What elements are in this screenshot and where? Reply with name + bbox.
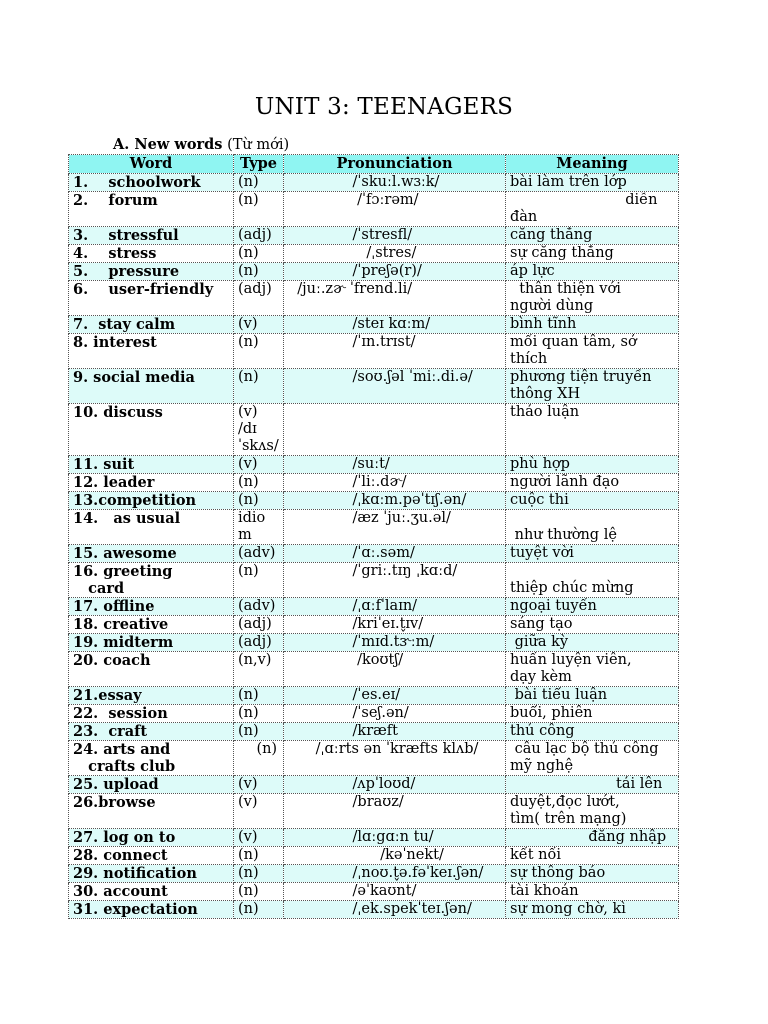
meaning-cell: duyệt,đọc lướt, tìm( trên mạng) xyxy=(506,794,679,829)
word-cell: 13.competition xyxy=(69,492,234,510)
meaning-cell: kết nối xyxy=(506,847,679,865)
word-cell: 16. greeting card xyxy=(69,563,234,598)
type-cell: (n) xyxy=(234,901,284,919)
word-cell: 21.essay xyxy=(69,687,234,705)
word-cell: 18. creative xyxy=(69,616,234,634)
table-row xyxy=(69,456,679,474)
meaning-cell: đăng nhập xyxy=(506,829,679,847)
word-cell: 7. stay calm xyxy=(69,316,234,334)
type-cell: (adj) xyxy=(234,634,284,652)
word-cell: 29. notification xyxy=(69,865,234,883)
table-row xyxy=(69,705,679,723)
meaning-cell: thảo luận xyxy=(506,404,679,456)
pronunciation-cell: /ˈgriː.tɪŋ ˌkɑːd/ xyxy=(284,563,506,598)
word-cell: 17. offline xyxy=(69,598,234,616)
table-row xyxy=(69,174,679,192)
type-cell: (adj) xyxy=(234,227,284,245)
pronunciation-cell: /koʊtʃ/ xyxy=(284,652,506,687)
pronunciation-cell: /ˈes.eɪ/ xyxy=(284,687,506,705)
pronunciation-cell: /kriˈeɪ.t̬ɪv/ xyxy=(284,616,506,634)
vocabulary-table xyxy=(68,154,679,919)
pronunciation-cell xyxy=(284,404,506,456)
meaning-cell: tuyệt vời xyxy=(506,545,679,563)
type-cell: (v) xyxy=(234,794,284,829)
meaning-cell: ngoại tuyến xyxy=(506,598,679,616)
table-row xyxy=(69,776,679,794)
table-row xyxy=(69,847,679,865)
word-cell: 4. stress xyxy=(69,245,234,263)
pronunciation-cell: /ˈseʃ.ən/ xyxy=(284,705,506,723)
pronunciation-cell: /ʌpˈloʊd/ xyxy=(284,776,506,794)
table-row xyxy=(69,634,679,652)
meaning-cell: sự thông báo xyxy=(506,865,679,883)
pronunciation-cell: /ˈɑː.səm/ xyxy=(284,545,506,563)
pronunciation-cell: /ˈskuːl.wɜːk/ xyxy=(284,174,506,192)
type-cell: (n) xyxy=(234,192,284,227)
header-word: Word xyxy=(69,155,234,174)
meaning-cell: huấn luyện viên, dạy kèm xyxy=(506,652,679,687)
type-cell: (adv) xyxy=(234,545,284,563)
table-row xyxy=(69,652,679,687)
pronunciation-cell: /ˈfɔːrəm/ xyxy=(284,192,506,227)
meaning-cell: người lãnh đạo xyxy=(506,474,679,492)
table-row xyxy=(69,563,679,598)
pronunciation-cell: /æz ˈjuː.ʒu.əl/ xyxy=(284,510,506,545)
meaning-cell: tài khoản xyxy=(506,883,679,901)
type-cell: (v) xyxy=(234,456,284,474)
pronunciation-cell: /əˈkaʊnt/ xyxy=(284,883,506,901)
type-cell: (n,v) xyxy=(234,652,284,687)
meaning-cell: như thường lệ xyxy=(506,510,679,545)
pronunciation-cell: /lɑːgɑːn tu/ xyxy=(284,829,506,847)
table-row xyxy=(69,598,679,616)
meaning-cell: sự căng thẳng xyxy=(506,245,679,263)
table-row xyxy=(69,369,679,404)
meaning-cell: sáng tạo xyxy=(506,616,679,634)
pronunciation-cell: /braʊz/ xyxy=(284,794,506,829)
table-row xyxy=(69,404,679,456)
type-cell: (n) xyxy=(234,492,284,510)
word-cell: 15. awesome xyxy=(69,545,234,563)
section-sub: (Từ mới) xyxy=(227,137,290,153)
word-cell: 31. expectation xyxy=(69,901,234,919)
word-cell: 6. user-friendly xyxy=(69,281,234,316)
word-cell: 3. stressful xyxy=(69,227,234,245)
table-body xyxy=(69,174,679,919)
word-cell: 14. as usual xyxy=(69,510,234,545)
word-cell: 20. coach xyxy=(69,652,234,687)
pronunciation-cell: /ˌkɑːm.pəˈtɪʃ.ən/ xyxy=(284,492,506,510)
pronunciation-cell: /steɪ kɑːm/ xyxy=(284,316,506,334)
table-row xyxy=(69,474,679,492)
table-row xyxy=(69,316,679,334)
type-cell: (n) xyxy=(234,865,284,883)
pronunciation-cell: /ˈɪn.trɪst/ xyxy=(284,334,506,369)
table-row xyxy=(69,545,679,563)
word-cell: 5. pressure xyxy=(69,263,234,281)
type-cell: (v) xyxy=(234,829,284,847)
pronunciation-cell: /ˌstres/ xyxy=(284,245,506,263)
pronunciation-cell: /ˈliː.dɚ/ xyxy=(284,474,506,492)
table-row xyxy=(69,865,679,883)
table-row xyxy=(69,263,679,281)
meaning-cell: diễn đàn xyxy=(506,192,679,227)
table-row xyxy=(69,616,679,634)
table-row xyxy=(69,687,679,705)
table-row xyxy=(69,510,679,545)
pronunciation-cell: /ˈstresfl/ xyxy=(284,227,506,245)
table-row xyxy=(69,281,679,316)
meaning-cell: giữa kỳ xyxy=(506,634,679,652)
type-cell: (n) xyxy=(234,474,284,492)
word-cell: 19. midterm xyxy=(69,634,234,652)
pronunciation-cell: /ˈmɪd.tɝːm/ xyxy=(284,634,506,652)
type-cell: (n) xyxy=(234,687,284,705)
word-cell: 28. connect xyxy=(69,847,234,865)
word-cell: 25. upload xyxy=(69,776,234,794)
table-row xyxy=(69,829,679,847)
type-cell: (n) xyxy=(234,174,284,192)
header-meaning: Meaning xyxy=(506,155,679,174)
type-cell: (n) xyxy=(234,847,284,865)
pronunciation-cell: /ˈpreʃə(r)/ xyxy=(284,263,506,281)
meaning-cell: bài tiểu luận xyxy=(506,687,679,705)
type-cell: (v) xyxy=(234,776,284,794)
pronunciation-cell: /soʊ.ʃəl ˈmiː.di.ə/ xyxy=(284,369,506,404)
type-cell: (v) /dɪˈskʌs/ xyxy=(234,404,284,456)
type-cell: (n) xyxy=(234,883,284,901)
word-cell: 10. discuss xyxy=(69,404,234,456)
section-heading xyxy=(113,136,289,153)
type-cell: (adj) xyxy=(234,281,284,316)
word-cell: 30. account xyxy=(69,883,234,901)
table-row xyxy=(69,245,679,263)
type-cell: (n) xyxy=(234,334,284,369)
meaning-cell: buổi, phiên xyxy=(506,705,679,723)
meaning-cell: câu lạc bộ thủ công mỹ nghệ xyxy=(506,741,679,776)
type-cell: (n) xyxy=(234,563,284,598)
meaning-cell: áp lực xyxy=(506,263,679,281)
type-cell: (n) xyxy=(234,263,284,281)
table-row xyxy=(69,883,679,901)
word-cell: 23. craft xyxy=(69,723,234,741)
pronunciation-cell: /kræft xyxy=(284,723,506,741)
meaning-cell: thủ công xyxy=(506,723,679,741)
type-cell: (adv) xyxy=(234,598,284,616)
meaning-cell: cuộc thi xyxy=(506,492,679,510)
word-cell: 9. social media xyxy=(69,369,234,404)
table-row xyxy=(69,192,679,227)
word-cell: 26.browse xyxy=(69,794,234,829)
table-row xyxy=(69,794,679,829)
meaning-cell: bài làm trên lớp xyxy=(506,174,679,192)
type-cell: (n) xyxy=(234,245,284,263)
pronunciation-cell: /suːt/ xyxy=(284,456,506,474)
pronunciation-cell: /ˌɑːrts ən ˈkræfts klʌb/ xyxy=(284,741,506,776)
meaning-cell: căng thẳng xyxy=(506,227,679,245)
table-row xyxy=(69,901,679,919)
header-pronunciation: Pronunciation xyxy=(284,155,506,174)
type-cell: (n) xyxy=(234,369,284,404)
table-row xyxy=(69,741,679,776)
word-cell: 2. forum xyxy=(69,192,234,227)
pronunciation-cell: /ˌɑːfˈlaɪn/ xyxy=(284,598,506,616)
type-cell: (n) xyxy=(234,723,284,741)
meaning-cell: mối quan tâm, sở thích xyxy=(506,334,679,369)
header-type: Type xyxy=(234,155,284,174)
table-row xyxy=(69,227,679,245)
meaning-cell: phương tiện truyền thông XH xyxy=(506,369,679,404)
table-header-row xyxy=(69,155,679,174)
table-row xyxy=(69,723,679,741)
type-cell: (adj) xyxy=(234,616,284,634)
type-cell: (n) xyxy=(234,705,284,723)
page-title: UNIT 3: TEENAGERS xyxy=(254,94,514,120)
word-cell: 24. arts and crafts club xyxy=(69,741,234,776)
type-cell: (n) xyxy=(234,741,284,776)
type-cell: (v) xyxy=(234,316,284,334)
type-cell: idio m xyxy=(234,510,284,545)
word-cell: 27. log on to xyxy=(69,829,234,847)
meaning-cell: phù hợp xyxy=(506,456,679,474)
meaning-cell: thân thiện với người dùng xyxy=(506,281,679,316)
table-row xyxy=(69,334,679,369)
word-cell: 1. schoolwork xyxy=(69,174,234,192)
meaning-cell: thiệp chúc mừng xyxy=(506,563,679,598)
section-label: A. New words xyxy=(113,136,223,153)
meaning-cell: sự mong chờ, kì xyxy=(506,901,679,919)
word-cell: 12. leader xyxy=(69,474,234,492)
pronunciation-cell: /kəˈnekt/ xyxy=(284,847,506,865)
meaning-cell: bình tĩnh xyxy=(506,316,679,334)
word-cell: 11. suit xyxy=(69,456,234,474)
word-cell: 8. interest xyxy=(69,334,234,369)
word-cell: 22. session xyxy=(69,705,234,723)
pronunciation-cell: /ˌek.spekˈteɪ.ʃən/ xyxy=(284,901,506,919)
meaning-cell: tải lên xyxy=(506,776,679,794)
table-row xyxy=(69,492,679,510)
pronunciation-cell: /ˌnoʊ.t̬ə.fəˈkeɪ.ʃən/ xyxy=(284,865,506,883)
pronunciation-cell: /juː.zɚ ˈfrend.li/ xyxy=(284,281,506,316)
